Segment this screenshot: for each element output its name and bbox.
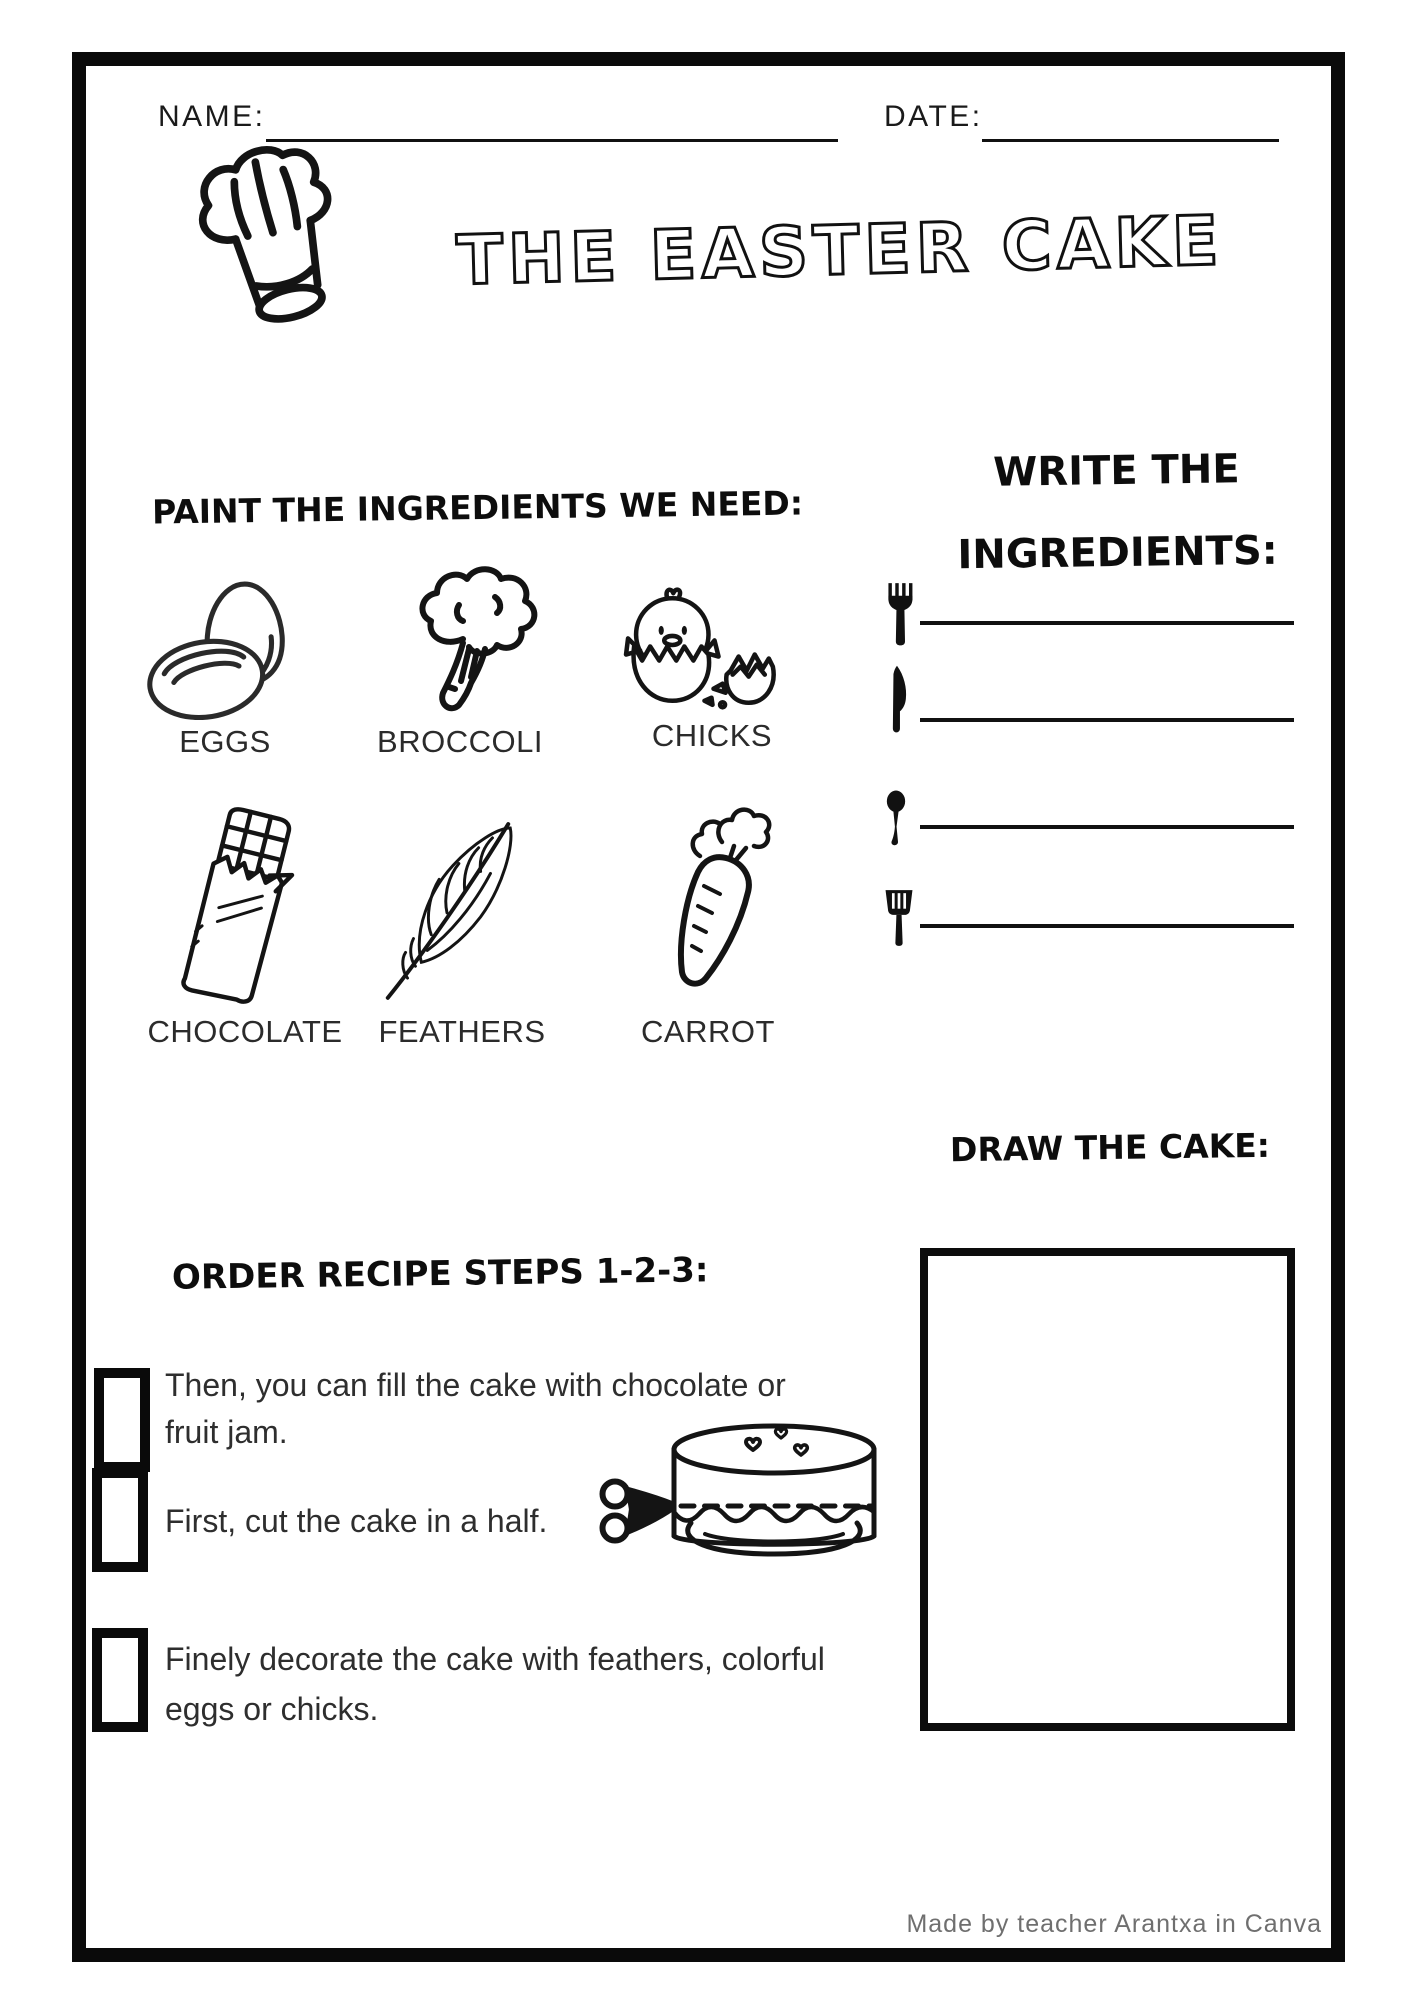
step-2-checkbox[interactable] bbox=[92, 1468, 148, 1572]
ingredient-label-carrot: CARROT bbox=[641, 1014, 775, 1049]
step-3-text: Finely decorate the cake with feathers, colorful eggs or chicks. bbox=[165, 1641, 825, 1727]
spatula-icon bbox=[882, 888, 916, 948]
feather-icon bbox=[370, 808, 528, 1006]
ingredient-label-eggs: EGGS bbox=[179, 724, 271, 759]
write-section-heading: WRITE THE INGREDIENTS: bbox=[957, 446, 1279, 579]
name-input-line[interactable] bbox=[266, 139, 838, 142]
name-label: NAME: bbox=[158, 100, 266, 133]
chocolate-bar-icon bbox=[163, 804, 311, 1009]
ingredient-label-chicks: CHICKS bbox=[651, 718, 773, 753]
ingredient-label-broccoli: BROCCOLI bbox=[377, 724, 543, 759]
scissors-cutting-cake-icon bbox=[585, 1416, 897, 1588]
fork-icon bbox=[886, 582, 916, 646]
step-2-text: First, cut the cake in a half. bbox=[165, 1503, 548, 1539]
carrot-icon bbox=[630, 802, 780, 1002]
step-1-checkbox[interactable] bbox=[94, 1368, 150, 1472]
date-label: DATE: bbox=[884, 100, 983, 133]
spoon-icon bbox=[884, 790, 908, 846]
step-3-checkbox[interactable] bbox=[92, 1628, 148, 1732]
eggs-icon bbox=[143, 578, 311, 720]
broccoli-icon bbox=[398, 565, 558, 715]
date-input-line[interactable] bbox=[982, 139, 1279, 142]
knife-icon bbox=[884, 660, 910, 740]
draw-cake-box[interactable] bbox=[920, 1248, 1295, 1731]
ingredient-label-chocolate: CHOCOLATE bbox=[147, 1014, 343, 1049]
write-line-4[interactable] bbox=[920, 924, 1294, 928]
ingredient-label-feathers: FEATHERS bbox=[378, 1014, 546, 1049]
attribution-text: Made by teacher Arantxa in Canva bbox=[906, 1910, 1322, 1938]
paint-section-heading: PAINT THE INGREDIENTS WE NEED: bbox=[151, 483, 804, 532]
order-section-heading: ORDER RECIPE STEPS 1-2-3: bbox=[171, 1250, 709, 1298]
chef-hat-icon bbox=[193, 143, 361, 378]
write-line-3[interactable] bbox=[920, 825, 1294, 829]
write-line-1[interactable] bbox=[920, 621, 1294, 625]
write-line-2[interactable] bbox=[920, 718, 1294, 722]
page-title: THE EASTER CAKE bbox=[455, 201, 1225, 302]
step-1-text: Then, you can fill the cake with chocolate or fruit jam. bbox=[165, 1367, 786, 1450]
draw-section-heading: DRAW THE CAKE: bbox=[949, 1125, 1271, 1170]
chicks-icon bbox=[618, 576, 804, 722]
